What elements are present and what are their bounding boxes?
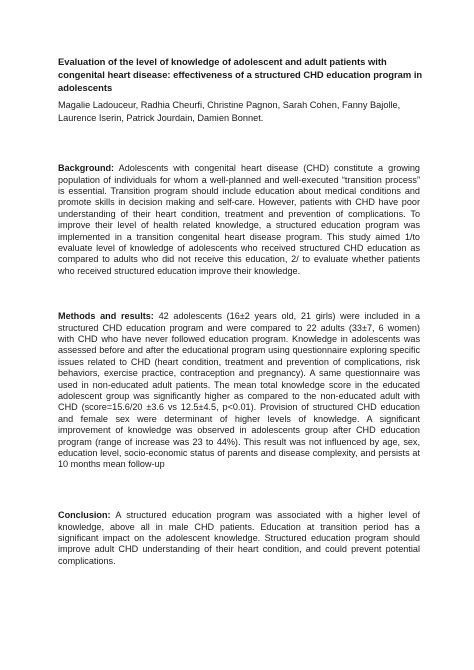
conclusion-text: A structured education program was associated with a higher level of knowledge, above all in male CHD patients. Education at transition period has a significant impact on the adolescent knowledge. Structured education program should improve adult CHD understanding of their heart condition, and could prevent potential complications. — [58, 510, 420, 566]
background-paragraph — [58, 163, 420, 277]
methods-results-paragraph — [58, 311, 420, 471]
author-list: Magalie Ladouceur, Radhia Cheurfi, Christine Pagnon, Sarah Cohen, Fanny Bajolle, Laurence Iserin, Patrick Jourdain, Damien Bonnet. — [58, 100, 401, 123]
methods-results-heading: Methods and results: — [58, 311, 154, 322]
paper-title: Evaluation of the level of knowledge of adolescent and adult patients with congenital heart disease: effectiveness of a structured CHD education program in adolescents — [58, 56, 423, 93]
conclusion-heading: Conclusion: — [58, 510, 111, 521]
conclusion-paragraph — [58, 510, 420, 567]
background-heading: Background: — [58, 163, 115, 174]
methods-results-text: 42 adolescents (16±2 years old, 21 girls) were included in a structured CHD education program and were compared to 22 adults (33±7, 6 women) with CHD who have never followed education program. Knowledge in adolescents was assessed before and after the educational program using questionnaire exploring specific issues related to CHD (heart condition, treatment and prevention of complications, risk behaviors, exercise practice, contraception and pregnancy). A same questionnaire was used in non-educated adult patients. The mean total knowledge score in the educated adolescent group was significantly higher as compared to the non-educated adult with CHD (score=15.6/20 ±3.6 vs 12.5±4.5, p<0.01). Provision of structured CHD education and female sex were determinant of higher levels of knowledge. A significant improvement of knowledge was observed in adolescents group after CHD education program (range of increase was 23 to 44%). This result was not influenced by age, sex, education level, socio-economic status of parents and disease complexity, and persists at 10 months mean follow-up — [58, 311, 421, 470]
background-text: Adolescents with congenital heart disease (CHD) constitute a growing population of individuals for whom a well-planned and well-executed “transition process” is essential. Transition program should include education about medical conditions and promote skills in decision making and self-care. However, patients with CHD have poor understanding of their heart condition, treatment and prevention of complications. To improve their level of health related knowledge, a structured education program was implemented in a transition congenital heart disease program. This study aimed 1/to evaluate level of knowledge of adolescents who received structured CHD education as compared to adults who did not receive this education, 2/ to evaluate whether patients who received structured education improve their knowledge. — [58, 163, 420, 276]
